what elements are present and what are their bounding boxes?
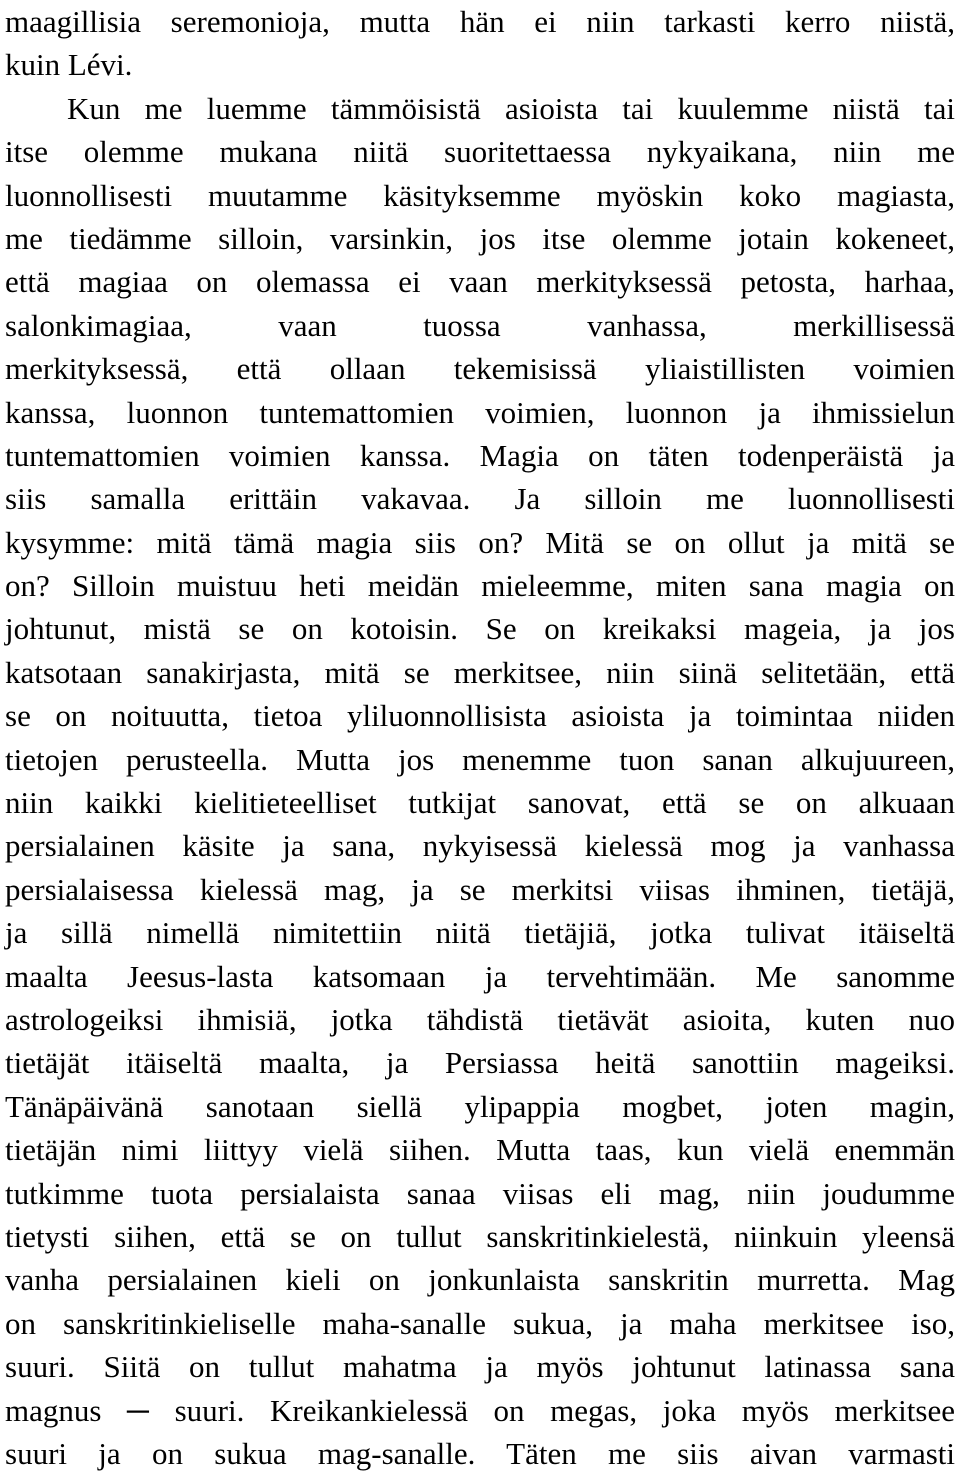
text-line: kysymme: mitä tämä magia siis on? Mitä se on ollut ja mitä se	[5, 524, 955, 560]
text-line: persialaisessa kielessä mag, ja se merkitsi viisas ihminen, tietäjä,	[5, 871, 955, 907]
text-line: salonkimagiaa, vaan tuossa vanhassa, merkillisessä	[5, 307, 955, 343]
text-line: siis samalla erittäin vakavaa. Ja silloin me luonnollisesti	[5, 481, 955, 517]
text-line: me tiedämme silloin, varsinkin, jos itse olemme jotain kokeneet,	[5, 220, 955, 256]
text-line: ja sillä nimellä nimitettiin niitä tietäjiä, jotka tulivat itäiseltä	[5, 915, 955, 951]
text-line: tietäjät itäiseltä maalta, ja Persiassa heitä sanottiin mageiksi.	[5, 1045, 955, 1081]
text-line: persialainen käsite ja sana, nykyisessä kielessä mog ja vanhassa	[5, 828, 955, 864]
text-line: kuin Lévi.	[5, 47, 133, 83]
document-page	[5, 0, 955, 1475]
text-line: on? Silloin muistuu heti meidän mieleemme, miten sana magia on	[5, 568, 955, 604]
text-line: kanssa, luonnon tuntemattomien voimien, luonnon ja ihmissielun	[5, 394, 955, 430]
text-line: johtunut, mistä se on kotoisin. Se on kreikaksi mageia, ja jos	[5, 611, 955, 647]
text-line: magnus ─ suuri. Kreikankielessä on megas, joka myös merkitsee	[5, 1392, 955, 1428]
text-line: Kun me luemme tämmöisistä asioista tai kuulemme niistä tai	[67, 90, 955, 126]
text-line: niin kaikki kielitieteelliset tutkijat sanovat, että se on alkuaan	[5, 785, 955, 821]
text-line: tietäjän nimi liittyy vielä siihen. Mutta taas, kun vielä enemmän	[5, 1132, 955, 1168]
text-line: suuri ja on sukua mag-sanalle. Täten me siis aivan varmasti	[5, 1435, 955, 1471]
text-line: tietojen perusteella. Mutta jos menemme tuon sanan alkujuureen,	[5, 741, 955, 777]
text-line: maagillisia seremonioja, mutta hän ei niin tarkasti kerro niistä,	[5, 4, 955, 39]
text-line: luonnollisesti muutamme käsityksemme myöskin koko magiasta,	[5, 177, 955, 213]
text-line: tietysti siihen, että se on tullut sanskritinkielestä, niinkuin yleensä	[5, 1218, 955, 1254]
text-line: itse olemme mukana niitä suoritettaessa nykyaikana, niin me	[5, 134, 955, 170]
text-line: että magiaa on olemassa ei vaan merkityksessä petosta, harhaa,	[5, 264, 955, 300]
text-line: Tänäpäivänä sanotaan siellä ylipappia mogbet, joten magin,	[5, 1088, 955, 1124]
text-line: se on noituutta, tietoa yliluonnollisista asioista ja toimintaa niiden	[5, 698, 955, 734]
text-line: katsotaan sanakirjasta, mitä se merkitsee, niin siinä selitetään, että	[5, 654, 955, 690]
text-line: maalta Jeesus-lasta katsomaan ja tervehtimään. Me sanomme	[5, 958, 955, 994]
text-line: tutkimme tuota persialaista sanaa viisas eli mag, niin joudumme	[5, 1175, 955, 1211]
text-line: on sanskritinkieliselle maha-sanalle sukua, ja maha merkitsee iso,	[5, 1305, 955, 1341]
text-line: suuri. Siitä on tullut mahatma ja myös johtunut latinassa sana	[5, 1349, 955, 1385]
text-line: merkityksessä, että ollaan tekemisissä yliaistillisten voimien	[5, 351, 955, 387]
text-line: vanha persialainen kieli on jonkunlaista sanskritin murretta. Mag	[5, 1262, 955, 1298]
text-line: tuntemattomien voimien kanssa. Magia on täten todenperäistä ja	[5, 437, 955, 473]
text-line: astrologeiksi ihmisiä, jotka tähdistä tietävät asioita, kuten nuo	[5, 1001, 955, 1037]
